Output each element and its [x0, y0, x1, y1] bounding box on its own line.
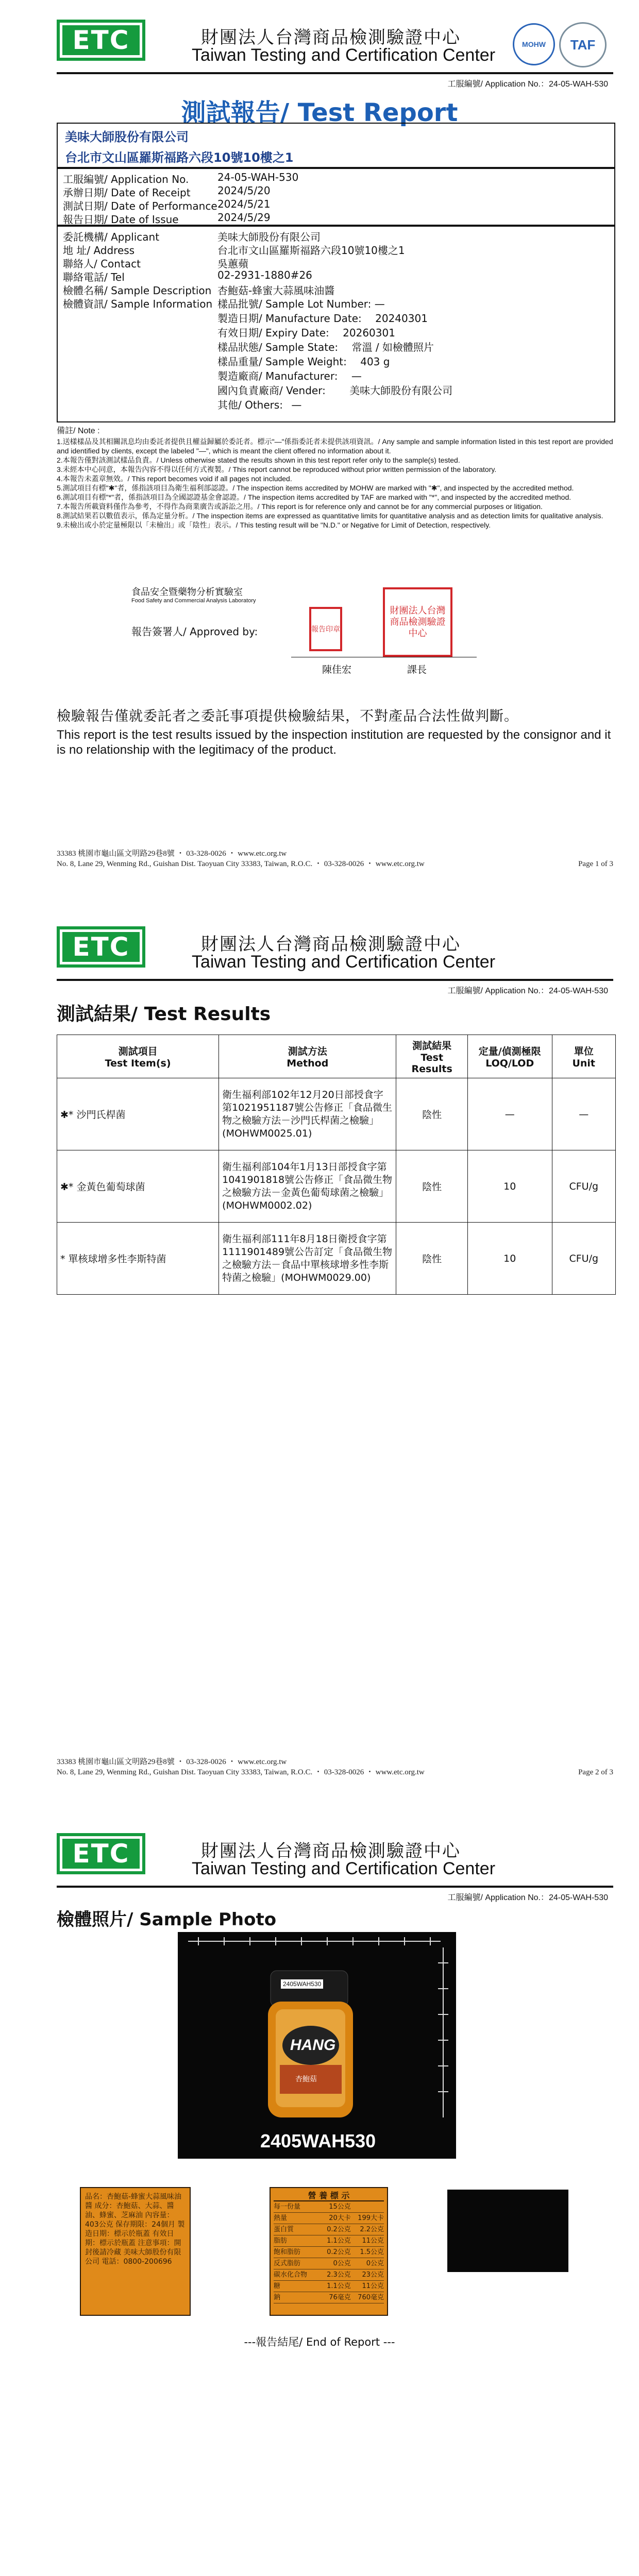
sample-photo-main	[178, 1932, 456, 2159]
note-item: 2.本報告僅對該測試樣品負責。/ Unless otherwise stated the results shown in this test report refer only to the sample(s) tested.	[57, 456, 460, 464]
date-box	[57, 167, 615, 227]
lab-name-en: Food Safety and Commercial Analysis Laboratory	[131, 598, 256, 604]
test-item: ✱* 沙門氏桿菌	[57, 1078, 219, 1150]
nutrition-rows	[274, 2201, 384, 2303]
nutrition-cell: 脂肪	[274, 2237, 288, 2245]
nutrition-row	[274, 2247, 384, 2258]
jar-brand: HANG	[290, 2037, 336, 2054]
sample-info-row: 其他/ Others: —	[217, 399, 302, 411]
client-name: 美味大師股份有限公司	[65, 130, 189, 144]
nutrition-cell: 1.5公克	[360, 2248, 384, 2256]
test-loq: —	[467, 1078, 552, 1150]
page-number: Page 1 of 3	[578, 860, 613, 868]
nutrition-cell: 1.1公克	[327, 2237, 351, 2245]
application-number: 工服編號/ Application No.：24-05-WAH-530	[447, 1893, 608, 1902]
results-table	[57, 1035, 616, 1295]
col-unit: 單位 Unit	[552, 1035, 615, 1078]
nutrition-cell: 0.2公克	[327, 2226, 351, 2233]
field-row: 報告日期/ Date of Issue 2024/5/29	[63, 211, 271, 226]
col-method: 測試方法 Method	[219, 1035, 396, 1078]
col-loq: 定量/偵測極限 LOQ/LOD	[467, 1035, 552, 1078]
nutrition-cell	[351, 2201, 384, 2212]
page-title: 測試結果/ Test Results	[57, 1004, 271, 1025]
applicant-row: 地 址/ Address 台北市文山區羅斯福路六段10號10樓之1	[63, 244, 405, 257]
nutrition-cell: 0公克	[366, 2260, 384, 2267]
etc-logo: ETC	[57, 926, 145, 968]
note-item: 9.未檢出或小於定量極限以「未檢出」或「陰性」表示。/ This testing result will be "N.D." or Negative for Limit of Detection, respectively.	[57, 521, 491, 529]
page-title: 測試報告/ Test Report	[181, 98, 458, 127]
page-footer: 33383 桃園市龜山區文明路29巷8號 ・ 03-328-0026 ・ www.etc.org.tw No. 8, Lane 29, Wenming Rd., Guishan Dist. Taoyuan City 33383, Taiwan, R.O.C. ・ 03-328-0026 ・ www.etc.org.tw Page 2 of 3	[57, 1758, 613, 1776]
sample-info-row: 製造廠商/ Manufacturer: —	[217, 370, 362, 382]
disclaimer-zh: 檢驗報告僅就委託者之委託事項提供檢驗結果，不對產品合法性做判斷。	[57, 708, 518, 724]
test-loq: 10	[467, 1223, 552, 1295]
nutrition-title: 營 養 標 示	[274, 2191, 384, 2201]
test-result: 陰性	[396, 1223, 468, 1295]
nutrition-cell: 0.2公克	[327, 2248, 351, 2256]
nutrition-cell: 2.3公克	[327, 2271, 351, 2279]
nutrition-cell: 蛋白質	[274, 2226, 294, 2233]
disclaimer-en: This report is the test results issued by the inspection institution are requested by the consignor and it is no relationship with the legitimacy of the product.	[57, 728, 611, 757]
field-row: 測試日期/ Date of Performance 2024/5/21	[63, 198, 271, 212]
report-page-2	[0, 907, 639, 1793]
test-result: 陰性	[396, 1150, 468, 1223]
header-rule	[57, 1886, 613, 1888]
nutrition-row	[274, 2213, 384, 2224]
page-title: 檢體照片/ Sample Photo	[57, 1909, 277, 1930]
nutrition-row	[274, 2281, 384, 2292]
note-item: 4.本報告未蓋章無效。/ This report becomes void if all pages not included.	[57, 474, 292, 483]
test-method: 衛生福利部104年1月13日部授食字第1041901818號公告修正「食品微生物之檢驗方法－金黃色葡萄球菌之檢驗」(MOHWM0002.02)	[219, 1150, 396, 1223]
org-name-zh: 財團法人台灣商品檢測驗證中心	[201, 27, 461, 48]
field-row: 承辦日期/ Date of Receipt 2024/5/20	[63, 184, 271, 199]
signer-title: 課長	[407, 664, 427, 675]
notes-section	[57, 426, 613, 530]
nutrition-cell: 199大卡	[358, 2214, 384, 2222]
company-seal: 財團法人台灣商品檢測驗證中心	[383, 587, 452, 657]
note-item: 5.測試項目有標"✱"者，係指該項目為衛生福利部認證。/ The inspection items accredited by MOHW are marked with "✱", and inspected by the accredited method.	[57, 484, 574, 492]
nutrition-cell: 熱量	[274, 2214, 288, 2222]
note-item: 1.送樣樣品及其相關訊息均由委託者提供且權益歸屬於委託者。標示"—"係指委託者未提供該項資訊。/ Any sample and sample information listed in this test report are provided and identified by clients, except the labeled "—", which is meant the client offered no information about it.	[57, 437, 613, 455]
org-name-en: Taiwan Testing and Certification Center	[192, 952, 496, 972]
approved-by-label: 報告簽署人/ Approved by:	[131, 625, 258, 638]
applicant-row: 檢體名稱/ Sample Description 杏鮑菇-蜂蜜大蒜風味油醬	[63, 284, 335, 297]
org-name-zh: 財團法人台灣商品檢測驗證中心	[201, 934, 461, 955]
nutrition-cell: 反式脂肪	[274, 2260, 301, 2267]
notes-title: 備註/ Note :	[57, 427, 100, 435]
signer-stamp: 報告印章	[309, 607, 342, 651]
nutrition-cell: 2.2公克	[360, 2226, 384, 2233]
note-item: 6.測試項目有標"*"者，係指該項目為全國認證基金會認證。/ The inspection items accredited by TAF are marked with "*", and inspected by the accredited method.	[57, 493, 571, 501]
nutrition-cell: 糖	[274, 2282, 281, 2290]
header-rule	[57, 72, 613, 74]
end-of-report: ---報告結尾/ End of Report ---	[244, 2336, 395, 2348]
jar-tag: 2405WAH530	[281, 1979, 323, 1989]
applicant-row: 聯絡電話/ Tel 02-2931-1880#26	[63, 269, 312, 283]
nutrition-cell: 11公克	[362, 2282, 384, 2290]
applicant-row: 檢體資訊/ Sample Information 樣品批號/ Sample Lot Number: —	[63, 298, 385, 310]
signer-name: 陳佳宏	[322, 664, 352, 675]
test-unit: CFU/g	[552, 1150, 615, 1223]
org-name-zh: 財團法人台灣商品檢測驗證中心	[201, 1841, 461, 1861]
header-rule	[57, 979, 613, 981]
nutrition-cell: 碳水化合物	[274, 2271, 308, 2279]
cap-photo	[447, 2190, 568, 2272]
nutrition-cell: 23公克	[362, 2271, 384, 2279]
report-page-3	[0, 1814, 639, 2576]
nutrition-row	[274, 2201, 384, 2213]
col-test-item: 測試項目 Test Item(s)	[57, 1035, 219, 1078]
nutrition-label-photo	[270, 2187, 388, 2316]
sample-info-row: 樣品狀態/ Sample State: 常溫 / 如檢體照片	[217, 341, 434, 353]
page-footer: 33383 桃園市龜山區文明路29巷8號 ・ 03-328-0026 ・ www.etc.org.tw No. 8, Lane 29, Wenming Rd., Guishan Dist. Taoyuan City 33383, Taiwan, R.O.C. ・ 03-328-0026 ・ www.etc.org.tw Page 1 of 3	[57, 850, 613, 868]
test-loq: 10	[467, 1150, 552, 1223]
sample-info-row: 樣品重量/ Sample Weight: 403 g	[217, 355, 390, 368]
nutrition-cell: 每一份量	[274, 2203, 301, 2211]
taf-badge-icon: TAF	[559, 22, 607, 67]
field-row: 工服編號/ Application No. 24-05-WAH-530	[63, 171, 299, 185]
table-header-row	[57, 1035, 616, 1078]
note-item: 3.未經本中心同意，本報告內容不得以任何方式複製。/ This report cannot be reproduced without prior written permission of the laboratory.	[57, 465, 497, 473]
col-result: 測試結果 Test Results	[396, 1035, 468, 1078]
note-item: 8.測試結果若以數值表示，係為定量分析。/ The inspection items are expressed as quantitative limits for quantitative analysis and as detection limits for qualitative analysis.	[57, 512, 603, 520]
test-method: 衛生福利部102年12月20日部授食字第1021951187號公告修正「食品微生物之檢驗方法－沙門氏桿菌之檢驗」(MOHWM0025.01)	[219, 1078, 396, 1150]
applicant-row: 聯絡人/ Contact 吳蕙蘋	[63, 258, 248, 270]
org-name-en: Taiwan Testing and Certification Center	[192, 45, 496, 65]
nutrition-cell: 鈉	[274, 2294, 281, 2301]
table-row	[57, 1150, 616, 1223]
etc-logo: ETC	[57, 1833, 145, 1874]
test-result: 陰性	[396, 1078, 468, 1150]
nutrition-cell: 15公克	[329, 2203, 351, 2211]
sample-info-row: 國內負責廠商/ Vender: 美味大師股份有限公司	[217, 384, 453, 397]
nutrition-cell: 11公克	[362, 2237, 384, 2245]
org-name-en: Taiwan Testing and Certification Center	[192, 1859, 496, 1878]
ingredient-label-photo: 品名：杏鮑菇-蜂蜜大蒜風味油醬 成分：杏鮑菇、大蒜、醬油、蜂蜜、芝麻油 內容量：403公克 保存期限：24個月 製造日期：標示於瓶蓋 有效日期：標示於瓶蓋 注意事項：開封後請冷藏 美味大師股份有限公司 電話：0800-200696	[80, 2187, 191, 2316]
lab-name-zh: 食品安全暨藥物分析實驗室	[131, 587, 243, 598]
test-unit: —	[552, 1078, 615, 1150]
applicant-box	[57, 225, 615, 422]
test-method: 衛生福利部111年8月18日衛授食字第1111901489號公告訂定「食品微生物之檢驗方法－食品中單核球增多性李斯特菌之檢驗」(MOHWM0029.00)	[219, 1223, 396, 1295]
nutrition-row	[274, 2235, 384, 2247]
nutrition-cell: 0公克	[333, 2260, 351, 2267]
note-item: 7.本報告所載資料僅作為參考，不得作為商業廣告或訴訟之用。/ This report is for reference only and cannot be for any commercial purposes or litigation.	[57, 502, 543, 511]
application-number: 工服編號/ Application No.：24-05-WAH-530	[447, 987, 608, 995]
nutrition-row	[274, 2224, 384, 2235]
test-item: * 單核球增多性李斯特菌	[57, 1223, 219, 1295]
nutrition-cell: 76毫克	[329, 2294, 351, 2301]
client-box	[57, 123, 615, 169]
report-page-1	[0, 0, 639, 886]
nutrition-row	[274, 2258, 384, 2269]
nutrition-cell: 20大卡	[329, 2214, 351, 2222]
nutrition-row	[274, 2292, 384, 2303]
sample-info-row: 製造日期/ Manufacture Date: 20240301	[217, 312, 428, 325]
nutrition-cell: 1.1公克	[327, 2282, 351, 2290]
table-row	[57, 1078, 616, 1150]
sample-code: 2405WAH530	[260, 2130, 376, 2151]
nutrition-cell: 飽和脂肪	[274, 2248, 301, 2256]
test-unit: CFU/g	[552, 1223, 615, 1295]
nutrition-row	[274, 2269, 384, 2281]
sample-info-row: 有效日期/ Expiry Date: 20260301	[217, 327, 395, 339]
table-row	[57, 1223, 616, 1295]
jar-subtitle: 杏鮑菇	[295, 2075, 317, 2083]
nutrition-cell: 760毫克	[358, 2294, 384, 2301]
page-number: Page 2 of 3	[578, 1768, 613, 1776]
applicant-row: 委託機構/ Applicant 美味大師股份有限公司	[63, 231, 321, 243]
application-number: 工服編號/ Application No.：24-05-WAH-530	[447, 80, 608, 89]
test-item: ✱* 金黃色葡萄球菌	[57, 1150, 219, 1223]
etc-logo: ETC	[57, 20, 145, 61]
client-address: 台北市文山區羅斯福路六段10號10樓之1	[65, 150, 294, 165]
mohw-badge-icon: MOHW	[513, 23, 555, 65]
